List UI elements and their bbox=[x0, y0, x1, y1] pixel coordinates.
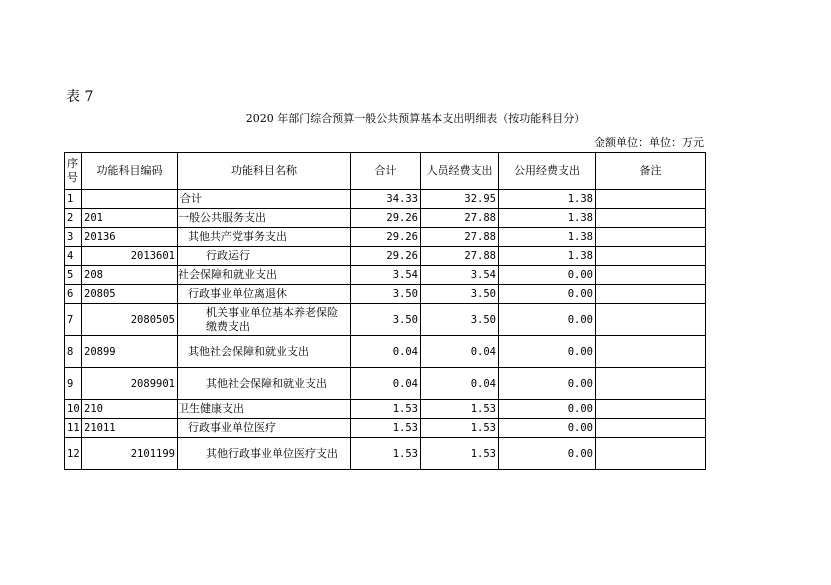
table-label: 表 7 bbox=[66, 89, 94, 105]
row-code: 20136 bbox=[82, 228, 178, 247]
row-personnel: 1.53 bbox=[421, 400, 499, 419]
header-personnel: 人员经费支出 bbox=[421, 153, 499, 190]
row-total: 1.53 bbox=[351, 438, 421, 470]
row-personnel: 3.50 bbox=[421, 304, 499, 336]
row-remarks bbox=[596, 285, 706, 304]
row-remarks bbox=[596, 266, 706, 285]
row-personnel: 27.88 bbox=[421, 209, 499, 228]
row-personnel: 1.53 bbox=[421, 438, 499, 470]
row-remarks bbox=[596, 209, 706, 228]
row-remarks bbox=[596, 368, 706, 400]
row-remarks bbox=[596, 438, 706, 470]
table-row bbox=[65, 336, 706, 368]
row-index: 9 bbox=[65, 368, 82, 400]
table-body bbox=[65, 190, 706, 470]
header-index: 序号 bbox=[65, 153, 82, 190]
row-personnel: 32.95 bbox=[421, 190, 499, 209]
row-index: 10 bbox=[65, 400, 82, 419]
row-total: 3.50 bbox=[351, 285, 421, 304]
row-index: 6 bbox=[65, 285, 82, 304]
row-remarks bbox=[596, 336, 706, 368]
row-total: 29.26 bbox=[351, 209, 421, 228]
row-public: 1.38 bbox=[499, 247, 596, 266]
row-total: 34.33 bbox=[351, 190, 421, 209]
row-remarks bbox=[596, 304, 706, 336]
row-remarks bbox=[596, 419, 706, 438]
row-public: 0.00 bbox=[499, 285, 596, 304]
row-code: 208 bbox=[82, 266, 178, 285]
row-index: 4 bbox=[65, 247, 82, 266]
row-public: 0.00 bbox=[499, 419, 596, 438]
row-public: 0.00 bbox=[499, 266, 596, 285]
table-row bbox=[65, 266, 706, 285]
row-name: 机关事业单位基本养老保险缴费支出 bbox=[178, 304, 351, 336]
row-personnel: 3.54 bbox=[421, 266, 499, 285]
row-total: 3.54 bbox=[351, 266, 421, 285]
row-index: 12 bbox=[65, 438, 82, 470]
unit-note: 金额单位：单位：万元 bbox=[594, 136, 704, 149]
header-name: 功能科目名称 bbox=[178, 153, 351, 190]
row-remarks bbox=[596, 228, 706, 247]
document-title: 2020 年部门综合预算一般公共预算基本支出明细表（按功能科目分） bbox=[245, 112, 586, 125]
row-personnel: 3.50 bbox=[421, 285, 499, 304]
row-name: 社会保障和就业支出 bbox=[178, 266, 351, 285]
header-remarks: 备注 bbox=[596, 153, 706, 190]
table-row bbox=[65, 368, 706, 400]
table-row bbox=[65, 419, 706, 438]
table-row bbox=[65, 285, 706, 304]
row-personnel: 27.88 bbox=[421, 228, 499, 247]
budget-table bbox=[64, 152, 706, 470]
row-code: 2089901 bbox=[82, 368, 178, 400]
row-code: 201 bbox=[82, 209, 178, 228]
row-name: 其他共产党事务支出 bbox=[178, 228, 351, 247]
row-name: 合计 bbox=[178, 190, 351, 209]
row-index: 11 bbox=[65, 419, 82, 438]
table-row bbox=[65, 438, 706, 470]
row-total: 1.53 bbox=[351, 419, 421, 438]
table-row bbox=[65, 247, 706, 266]
row-code: 2013601 bbox=[82, 247, 178, 266]
row-total: 0.04 bbox=[351, 336, 421, 368]
table-row bbox=[65, 400, 706, 419]
row-total: 3.50 bbox=[351, 304, 421, 336]
row-total: 1.53 bbox=[351, 400, 421, 419]
row-total: 29.26 bbox=[351, 247, 421, 266]
row-code bbox=[82, 190, 178, 209]
row-personnel: 0.04 bbox=[421, 368, 499, 400]
row-name: 其他社会保障和就业支出 bbox=[178, 368, 351, 400]
row-remarks bbox=[596, 400, 706, 419]
row-public: 0.00 bbox=[499, 336, 596, 368]
row-name: 其他社会保障和就业支出 bbox=[178, 336, 351, 368]
row-name: 其他行政事业单位医疗支出 bbox=[178, 438, 351, 470]
row-personnel: 0.04 bbox=[421, 336, 499, 368]
row-index: 1 bbox=[65, 190, 82, 209]
row-name: 行政事业单位离退休 bbox=[178, 285, 351, 304]
table-header bbox=[65, 153, 706, 190]
row-code: 2080505 bbox=[82, 304, 178, 336]
row-public: 0.00 bbox=[499, 304, 596, 336]
row-index: 8 bbox=[65, 336, 82, 368]
row-public: 1.38 bbox=[499, 190, 596, 209]
row-index: 5 bbox=[65, 266, 82, 285]
row-code: 21011 bbox=[82, 419, 178, 438]
header-public: 公用经费支出 bbox=[499, 153, 596, 190]
row-public: 1.38 bbox=[499, 209, 596, 228]
header-total: 合计 bbox=[351, 153, 421, 190]
row-index: 3 bbox=[65, 228, 82, 247]
row-public: 0.00 bbox=[499, 400, 596, 419]
row-public: 1.38 bbox=[499, 228, 596, 247]
row-index: 7 bbox=[65, 304, 82, 336]
row-personnel: 1.53 bbox=[421, 419, 499, 438]
row-name: 行政事业单位医疗 bbox=[178, 419, 351, 438]
row-remarks bbox=[596, 247, 706, 266]
table-row bbox=[65, 209, 706, 228]
row-remarks bbox=[596, 190, 706, 209]
row-code: 20899 bbox=[82, 336, 178, 368]
row-public: 0.00 bbox=[499, 438, 596, 470]
table-row bbox=[65, 190, 706, 209]
row-name: 卫生健康支出 bbox=[178, 400, 351, 419]
row-code: 20805 bbox=[82, 285, 178, 304]
row-name: 行政运行 bbox=[178, 247, 351, 266]
row-code: 210 bbox=[82, 400, 178, 419]
row-total: 0.04 bbox=[351, 368, 421, 400]
row-name: 一般公共服务支出 bbox=[178, 209, 351, 228]
row-index: 2 bbox=[65, 209, 82, 228]
header-code: 功能科目编码 bbox=[82, 153, 178, 190]
row-public: 0.00 bbox=[499, 368, 596, 400]
row-code: 2101199 bbox=[82, 438, 178, 470]
table-row bbox=[65, 304, 706, 336]
row-personnel: 27.88 bbox=[421, 247, 499, 266]
table-row bbox=[65, 228, 706, 247]
row-total: 29.26 bbox=[351, 228, 421, 247]
